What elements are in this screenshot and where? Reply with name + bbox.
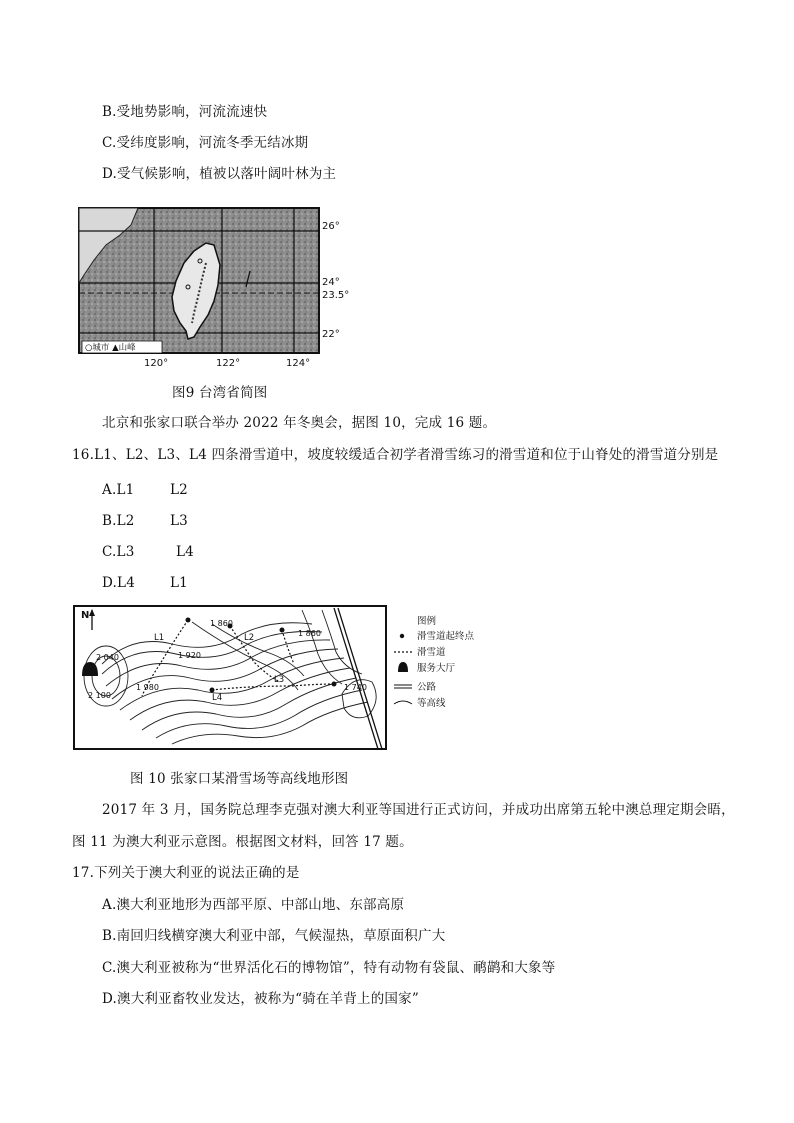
q17-stem: 17.下列关于澳大利亚的说法正确的是 xyxy=(72,865,300,881)
figure-10-caption: 图 10 张家口某滑雪场等高线地形图 xyxy=(130,771,349,787)
trail-label-l4: L4 xyxy=(212,693,223,703)
q17-option-c: C.澳大利亚被称为“世界活化石的博物馆”，特有动物有袋鼠、鸸鹋和大象等 xyxy=(102,960,556,976)
legend-road: 公路 xyxy=(417,682,437,693)
q16-option-c-letter: C.L3 xyxy=(102,544,135,560)
q17-intro-line1: 2017 年 3 月，国务院总理李克强对澳大利亚等国进行正式访问，并成功出席第五轮中澳总理定期会晤， xyxy=(102,802,735,818)
q15-option-d: D.受气候影响，植被以落叶阔叶林为主 xyxy=(102,166,337,182)
q15-option-b: B.受地势影响，河流流速快 xyxy=(102,104,268,120)
q17-option-d: D.澳大利亚畜牧业发达，被称为“骑在羊背上的国家” xyxy=(102,991,419,1007)
north-label: N xyxy=(81,610,90,621)
lon-122: 122° xyxy=(216,358,241,369)
contour-label-1860b: 1 860 xyxy=(298,629,321,638)
figure-9-taiwan-map xyxy=(76,205,356,370)
q16-option-c-value: L4 xyxy=(176,544,194,560)
legend-start-end: 滑雪道起终点 xyxy=(417,631,475,642)
legend-service-hall: 服务大厅 xyxy=(417,663,456,674)
q16-option-a-letter: A.L1 xyxy=(102,482,135,498)
lat-26: 26° xyxy=(322,221,340,232)
contour-label-1980: 1 980 xyxy=(136,683,159,692)
q15-option-c: C.受纬度影响，河流冬季无结冰期 xyxy=(102,135,309,151)
contour-label-1740: 1 740 xyxy=(344,683,367,692)
contour-label-2040: 2 040 xyxy=(96,653,119,662)
legend-contour: 等高线 xyxy=(417,698,446,709)
contour-label-1860a: 1 860 xyxy=(210,619,233,628)
contour-label-2100: 2 100 xyxy=(88,691,111,700)
q16-option-d-value: L1 xyxy=(170,575,188,591)
contour-label-1920: 1 920 xyxy=(178,651,201,660)
q16-option-d-letter: D.L4 xyxy=(102,575,135,591)
trail-label-l1: L1 xyxy=(154,633,165,643)
legend-trail: 滑雪道 xyxy=(417,647,446,658)
legend-title: 图例 xyxy=(417,616,437,627)
q16-option-a-value: L2 xyxy=(170,482,188,498)
figure-9-caption: 图9 台湾省简图 xyxy=(172,385,268,401)
q17-option-b: B.南回归线横穿澳大利亚中部，气候湿热，草原面积广大 xyxy=(102,928,446,944)
trail-label-l2: L2 xyxy=(244,633,255,643)
q16-option-b-letter: B.L2 xyxy=(102,513,135,529)
q17-intro-line2: 图 11 为澳大利亚示意图。根据图文材料，回答 17 题。 xyxy=(72,834,413,850)
lat-22: 22° xyxy=(322,329,340,340)
lon-120: 120° xyxy=(144,358,169,369)
figure-10-contour-map xyxy=(72,604,502,754)
q16-option-b-value: L3 xyxy=(170,513,188,529)
lat-23-5: 23.5° xyxy=(322,290,350,301)
lon-124: 124° xyxy=(286,358,311,369)
trail-label-l3: L3 xyxy=(274,675,285,685)
fig9-legend: ○城市 ▲山峰 xyxy=(85,343,136,353)
q16-stem: 16.L1、L2、L3、L4 四条滑雪道中，坡度较缓适合初学者滑雪练习的滑雪道和位于山脊处的滑雪道分别是 xyxy=(72,447,719,463)
q16-intro: 北京和张家口联合举办 2022 年冬奥会，据图 10，完成 16 题。 xyxy=(102,415,497,431)
q17-option-a: A.澳大利亚地形为西部平原、中部山地、东部高原 xyxy=(102,897,405,913)
lat-24: 24° xyxy=(322,277,340,288)
